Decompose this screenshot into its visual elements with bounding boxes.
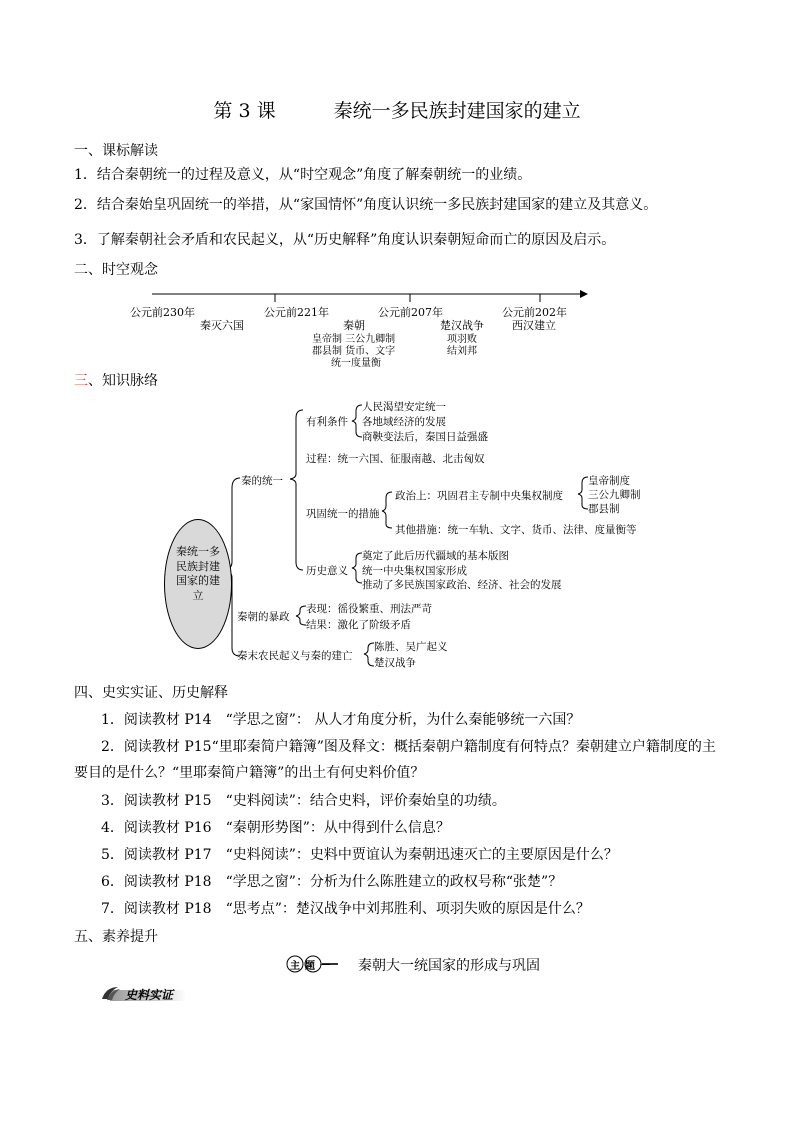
node-uprising: 秦末农民起义与秦的建亡 <box>237 650 353 662</box>
section-heading-standards: 一、课标解读 <box>74 143 158 159</box>
timeline-event-qin: 秦朝 <box>343 319 365 332</box>
standard-item-3: 3．了解秦朝社会矛盾和农民起义，从“历史解释”角度认识秦朝短命而亡的原因及启示。 <box>74 232 616 248</box>
timeline-event-chuhan-line1: 项羽败 <box>447 334 477 345</box>
node-unification: 秦的统一 <box>241 475 283 487</box>
section-heading-literacy: 五、素养提升 <box>74 929 158 945</box>
timeline-event-chuhan-line2: 结刘邦 <box>447 346 477 357</box>
node-favorable-conditions: 有利条件 <box>306 416 348 428</box>
node-consolidation-measures: 巩固统一的措施 <box>306 508 380 520</box>
section-heading-text: 、知识脉络 <box>88 373 158 389</box>
political-item-1: 皇帝制度 <box>588 475 630 487</box>
question-2-line2: 要目的是什么？“里耶秦简户籍簿”的出土有何史料价值？ <box>74 765 425 781</box>
section-heading-timeline: 二、时空观念 <box>74 262 158 278</box>
question-5: 5．阅读教材 P17 “史料阅读”：史料中贾谊认为秦朝迅速灭亡的主要原因是什么？ <box>101 847 618 863</box>
question-1: 1．阅读教材 P14 “学思之窗”： 从人才角度分析，为什么秦能够统一六国？ <box>101 712 581 728</box>
timeline-event-qin-line3: 统一度量衡 <box>331 358 381 369</box>
node-other-measures: 其他措施：统一车轨、文字、货币、法律、度量衡等 <box>395 524 637 536</box>
section-number: 三 <box>74 373 88 389</box>
timeline-year-1: 公元前230年 <box>130 306 195 319</box>
lesson-name: 秦统一多民族封建国家的建立 <box>333 100 581 122</box>
timeline-event-qin-line1: 皇帝制 三公九卿制 <box>312 334 396 345</box>
question-2-line1: 2．阅读教材 P15“里耶秦简户籍簿”图及释文：概括秦朝户籍制度有何特点？秦朝建立户籍制度的主 <box>101 739 716 755</box>
question-6: 6．阅读教材 P18 “学思之窗”：分析为什么陈胜建立的政权号称“张楚”？ <box>101 874 563 890</box>
timeline-year-3: 公元前207年 <box>378 306 443 319</box>
favorable-item-1: 人民渴望安定统一 <box>362 401 446 413</box>
timeline-event-conquest: 秦灭六国 <box>200 319 244 332</box>
timeline-event-westernhan: 西汉建立 <box>512 319 556 332</box>
uprising-item-2: 楚汉战争 <box>374 657 416 669</box>
uprising-item-1: 陈胜、吴广起义 <box>374 641 448 653</box>
timeline-event-chuhan: 楚汉战争 <box>440 319 484 332</box>
node-significance: 历史意义 <box>306 565 348 577</box>
tyranny-item-2: 结果：激化了阶级矛盾 <box>306 619 411 631</box>
political-item-3: 郡县制 <box>588 503 620 515</box>
timeline-year-2: 公元前221年 <box>264 306 329 319</box>
question-4: 4．阅读教材 P16 “秦朝形势图”：从中得到什么信息？ <box>101 820 450 836</box>
standard-item-2: 2．结合秦始皇巩固统一的举措，从“家国情怀”角度认识统一多民族封建国家的建立及其意义。 <box>74 197 658 213</box>
favorable-item-3: 商鞅变法后，秦国日益强盛 <box>362 431 488 443</box>
timeline-year-4: 公元前202年 <box>502 306 567 319</box>
topic-title: 秦朝大一统国家的形成与巩固 <box>358 958 540 974</box>
favorable-item-2: 各地域经济的发展 <box>362 416 446 428</box>
tyranny-item-1: 表现：徭役繁重、刑法严苛 <box>306 603 432 615</box>
significance-item-3: 推动了多民族国家政治、经济、社会的发展 <box>362 579 562 591</box>
question-3: 3．阅读教材 P15 “史料阅读”：结合史料，评价秦始皇的功绩。 <box>101 793 506 809</box>
evidence-tag-label: 史料实证 <box>125 988 174 1002</box>
timeline-event-qin-line2: 郡县制 货币、文字 <box>312 346 396 357</box>
lesson-number: 第 3 课 <box>213 100 276 122</box>
significance-item-1: 奠定了此后历代疆域的基本版图 <box>362 550 509 562</box>
topic-badge-label: 主题一 <box>290 961 335 972</box>
node-tyranny: 秦朝的暴政 <box>237 611 290 623</box>
node-process: 过程：统一六国、征服南越、北击匈奴 <box>306 453 485 465</box>
section-heading-evidence: 四、史实实证、历史解释 <box>74 685 228 701</box>
mind-map-root-label: 秦统一多 民族封建 国家的建 立 <box>176 545 220 602</box>
political-item-2: 三公九卿制 <box>588 489 641 501</box>
standard-item-1: 1．结合秦朝统一的过程及意义，从“时空观念”角度了解秦朝统一的业绩。 <box>74 167 532 183</box>
node-political: 政治上：巩固君主专制中央集权制度 <box>395 490 563 502</box>
question-7: 7．阅读教材 P18 “思考点”：楚汉战争中刘邦胜利、项羽失败的原因是什么？ <box>101 901 590 917</box>
significance-item-2: 统一中央集权国家形成 <box>362 565 467 577</box>
